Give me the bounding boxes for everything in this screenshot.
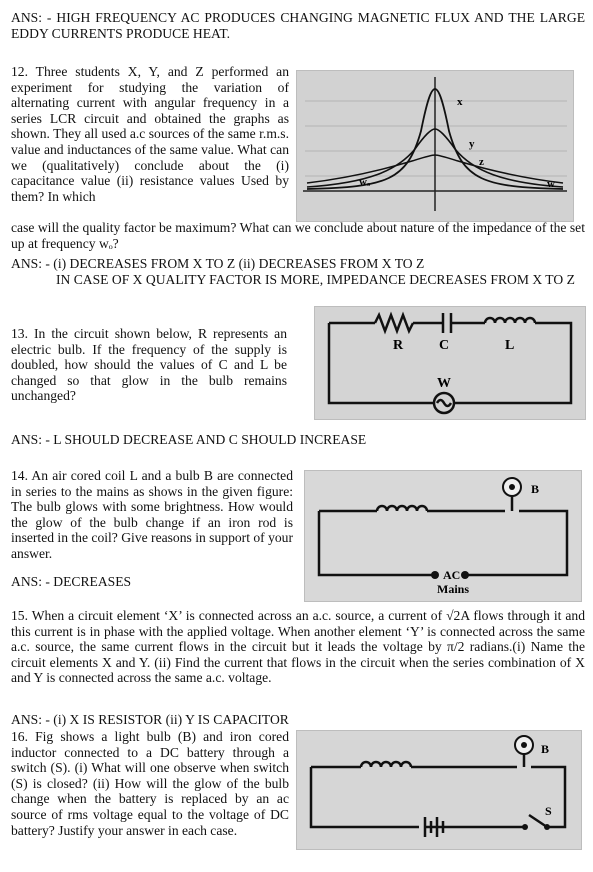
q12-text-wrapped: 12. Three students X, Y, and Z performed an experiment for studying the variation of alternating current with angular frequency in a series LCR circuit and obtained the graphs as shown. They all used a.c sources of the same r.m.s. value and inductances of the same value. What can we (qualitatively) conclude about the (i) capacitance value (ii) resistance values Used by them? In which bbox=[11, 64, 289, 204]
label-r: R bbox=[393, 338, 404, 353]
label-ac: AC bbox=[443, 568, 461, 582]
q13-figure-circuit bbox=[314, 306, 586, 420]
label-b: B bbox=[531, 482, 540, 496]
label-y: y bbox=[469, 138, 475, 150]
q12-answer-2: IN CASE OF X QUALITY FACTOR IS MORE, IMPEDANCE DECREASES FROM X TO Z bbox=[56, 272, 575, 287]
label-w0: wₒ bbox=[359, 176, 371, 188]
q16-figure-circuit bbox=[296, 730, 582, 850]
q15-text: 15. When a circuit element ‘X’ is connected across an a.c. source, a current of √2A flows through it and this current is in phase with the applied voltage. When another element ‘Y’ is connected across the same a.c. source, the same current flows in the circuit but it leads the voltage by π/2 radians.(i) Name the circuit elements X and Y. (ii) Find the current that flows in the circuit when the series combination of X and Y is connected across the same a.c. voltage. bbox=[11, 608, 585, 686]
q12-text-full: case will the quality factor be maximum? What can we conclude about nature of the impedance of the set up at frequency wₒ? bbox=[11, 220, 585, 251]
label-w: w bbox=[547, 178, 555, 190]
label-x: x bbox=[457, 96, 463, 108]
q13-text: 13. In the circuit shown below, R represents an electric bulb. If the frequency of the supply is doubled, how should the values of C and L be changed so that glow in the bulb remains unchanged? bbox=[11, 326, 287, 404]
q15-answer: ANS: - (i) X IS RESISTOR (ii) Y IS CAPACITOR bbox=[11, 712, 289, 727]
label-z: z bbox=[479, 156, 484, 168]
label-w: W bbox=[437, 376, 451, 391]
label-b: B bbox=[541, 742, 550, 756]
q13-answer: ANS: - L SHOULD DECREASE AND C SHOULD INCREASE bbox=[11, 432, 367, 447]
q14-text: 14. An air cored coil L and a bulb B are connected in series to the mains as shows in the given figure: The bulb glows with some brightness. How would the glow of the bulb change if an iron rod is inserted in the coil? Give reasons in support of your answer. bbox=[11, 468, 294, 561]
label-l: L bbox=[505, 338, 515, 353]
label-c: C bbox=[439, 338, 450, 353]
label-mains: Mains bbox=[437, 582, 470, 596]
q12-figure-graph bbox=[296, 70, 574, 222]
top-answer: ANS: - HIGH FREQUENCY AC PRODUCES CHANGING MAGNETIC FLUX AND THE LARGE EDDY CURRENTS PRODUCE HEAT. bbox=[11, 10, 585, 41]
q14-answer: ANS: - DECREASES bbox=[11, 574, 132, 589]
q12-answer-1: ANS: - (i) DECREASES FROM X TO Z (ii) DECREASES FROM X TO Z bbox=[11, 256, 425, 271]
q14-figure-circuit bbox=[304, 470, 582, 602]
q16-text: 16. Fig shows a light bulb (B) and iron cored inductor connected to a DC battery through a switch (S). (i) What will one observe when switch (S) is closed? (ii) How will the glow of the bulb change when the battery is replaced by an ac source of rms voltage equal to the voltage of DC battery? Justify your answer in each case. bbox=[11, 729, 289, 838]
label-s: S bbox=[545, 804, 552, 818]
